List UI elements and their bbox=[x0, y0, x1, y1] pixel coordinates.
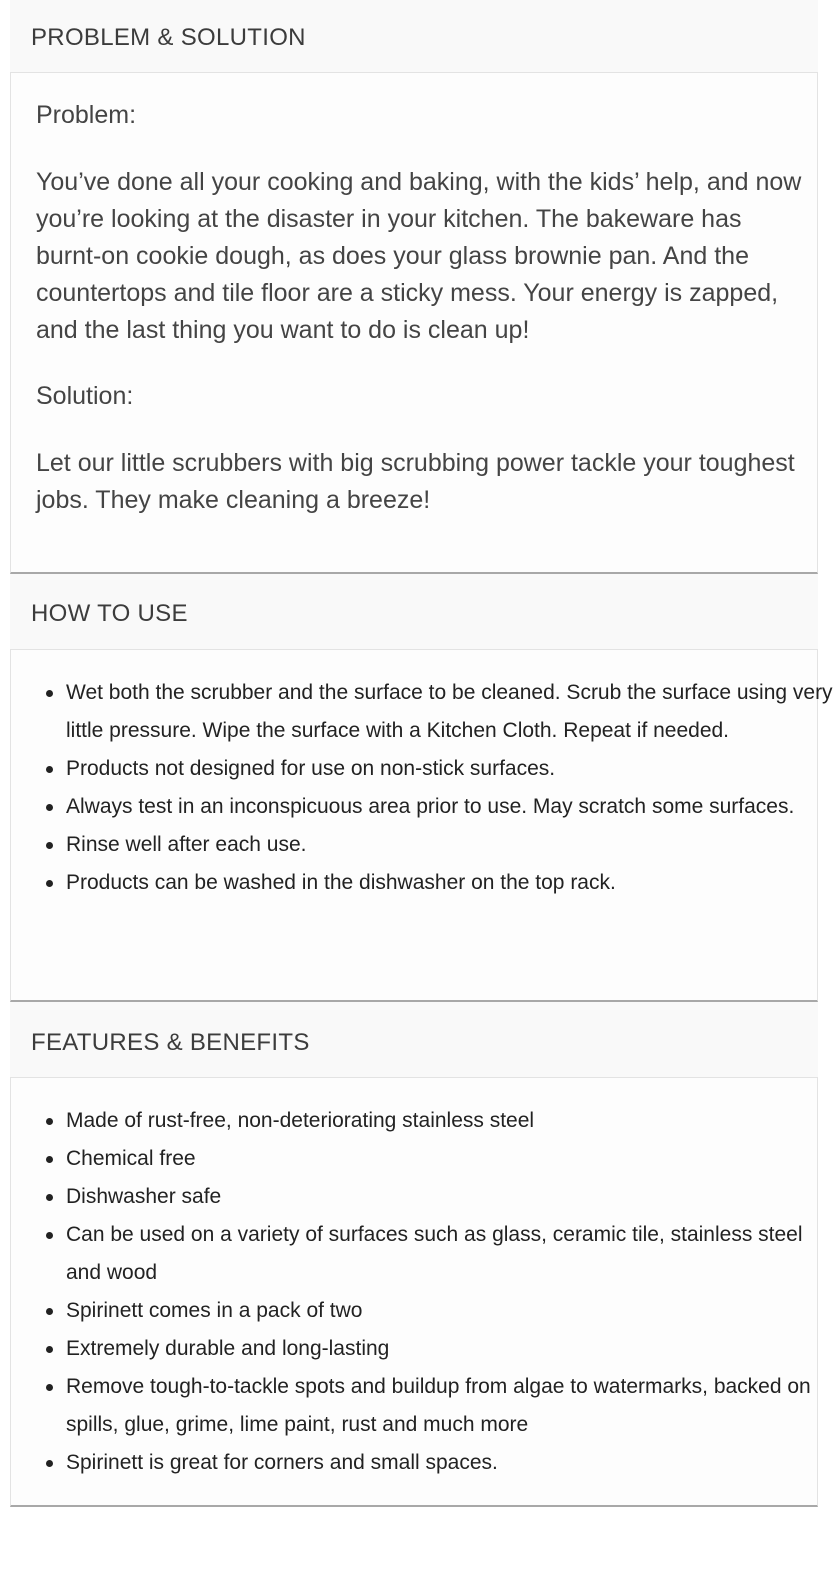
solution-text: Let our little scrubbers with big scrubbing power tackle your toughest jobs. They make cleaning a breeze! bbox=[36, 449, 795, 514]
problem-label: Problem: bbox=[36, 101, 137, 129]
how-to-use-panel bbox=[10, 649, 833, 1002]
list-item: Products not designed for use on non-stick surfaces. bbox=[66, 750, 833, 788]
list-item: Rinse well after each use. bbox=[66, 826, 833, 864]
problem-solution-panel bbox=[10, 72, 818, 574]
list-item: Chemical free bbox=[66, 1140, 833, 1178]
features-benefits-header[interactable] bbox=[10, 1002, 818, 1077]
list-item: Dishwasher safe bbox=[66, 1178, 833, 1216]
list-item: Can be used on a variety of surfaces such as glass, ceramic tile, stainless steel and wood bbox=[66, 1216, 833, 1292]
problem-solution-title: PROBLEM & SOLUTION bbox=[31, 24, 306, 51]
features-benefits-panel bbox=[10, 1077, 818, 1507]
list-item: Products can be washed in the dishwasher on the top rack. bbox=[66, 864, 833, 902]
problem-solution-header[interactable] bbox=[10, 0, 818, 72]
list-item: Made of rust-free, non-deteriorating stainless steel bbox=[66, 1102, 833, 1140]
list-item: Always test in an inconspicuous area prior to use. May scratch some surfaces. bbox=[66, 788, 833, 826]
solution-label: Solution: bbox=[36, 382, 134, 410]
features-benefits-list bbox=[36, 1102, 833, 1482]
how-to-use-header[interactable] bbox=[10, 574, 818, 649]
list-item: Extremely durable and long-lasting bbox=[66, 1330, 833, 1368]
list-item: Wet both the scrubber and the surface to be cleaned. Scrub the surface using very little pressure. Wipe the surface with a Kitchen Cloth. Repeat if needed. bbox=[66, 674, 833, 750]
list-item: Spirinett comes in a pack of two bbox=[66, 1292, 833, 1330]
problem-text: You’ve done all your cooking and baking, with the kids’ help, and now you’re looking at the disaster in your kitchen. The bakeware has burnt-on cookie dough, as does your glass brownie pan. And the countertops and tile floor are a sticky mess. Your energy is zapped, and the last thing you want to do is clean up! bbox=[36, 168, 802, 344]
list-item: Spirinett is great for corners and small spaces. bbox=[66, 1444, 833, 1482]
how-to-use-title: HOW TO USE bbox=[31, 600, 188, 627]
how-to-use-list bbox=[36, 674, 833, 902]
list-item: Remove tough-to-tackle spots and buildup from algae to watermarks, backed on spills, glue, grime, lime paint, rust and much more bbox=[66, 1368, 833, 1444]
features-benefits-title: FEATURES & BENEFITS bbox=[31, 1029, 310, 1056]
